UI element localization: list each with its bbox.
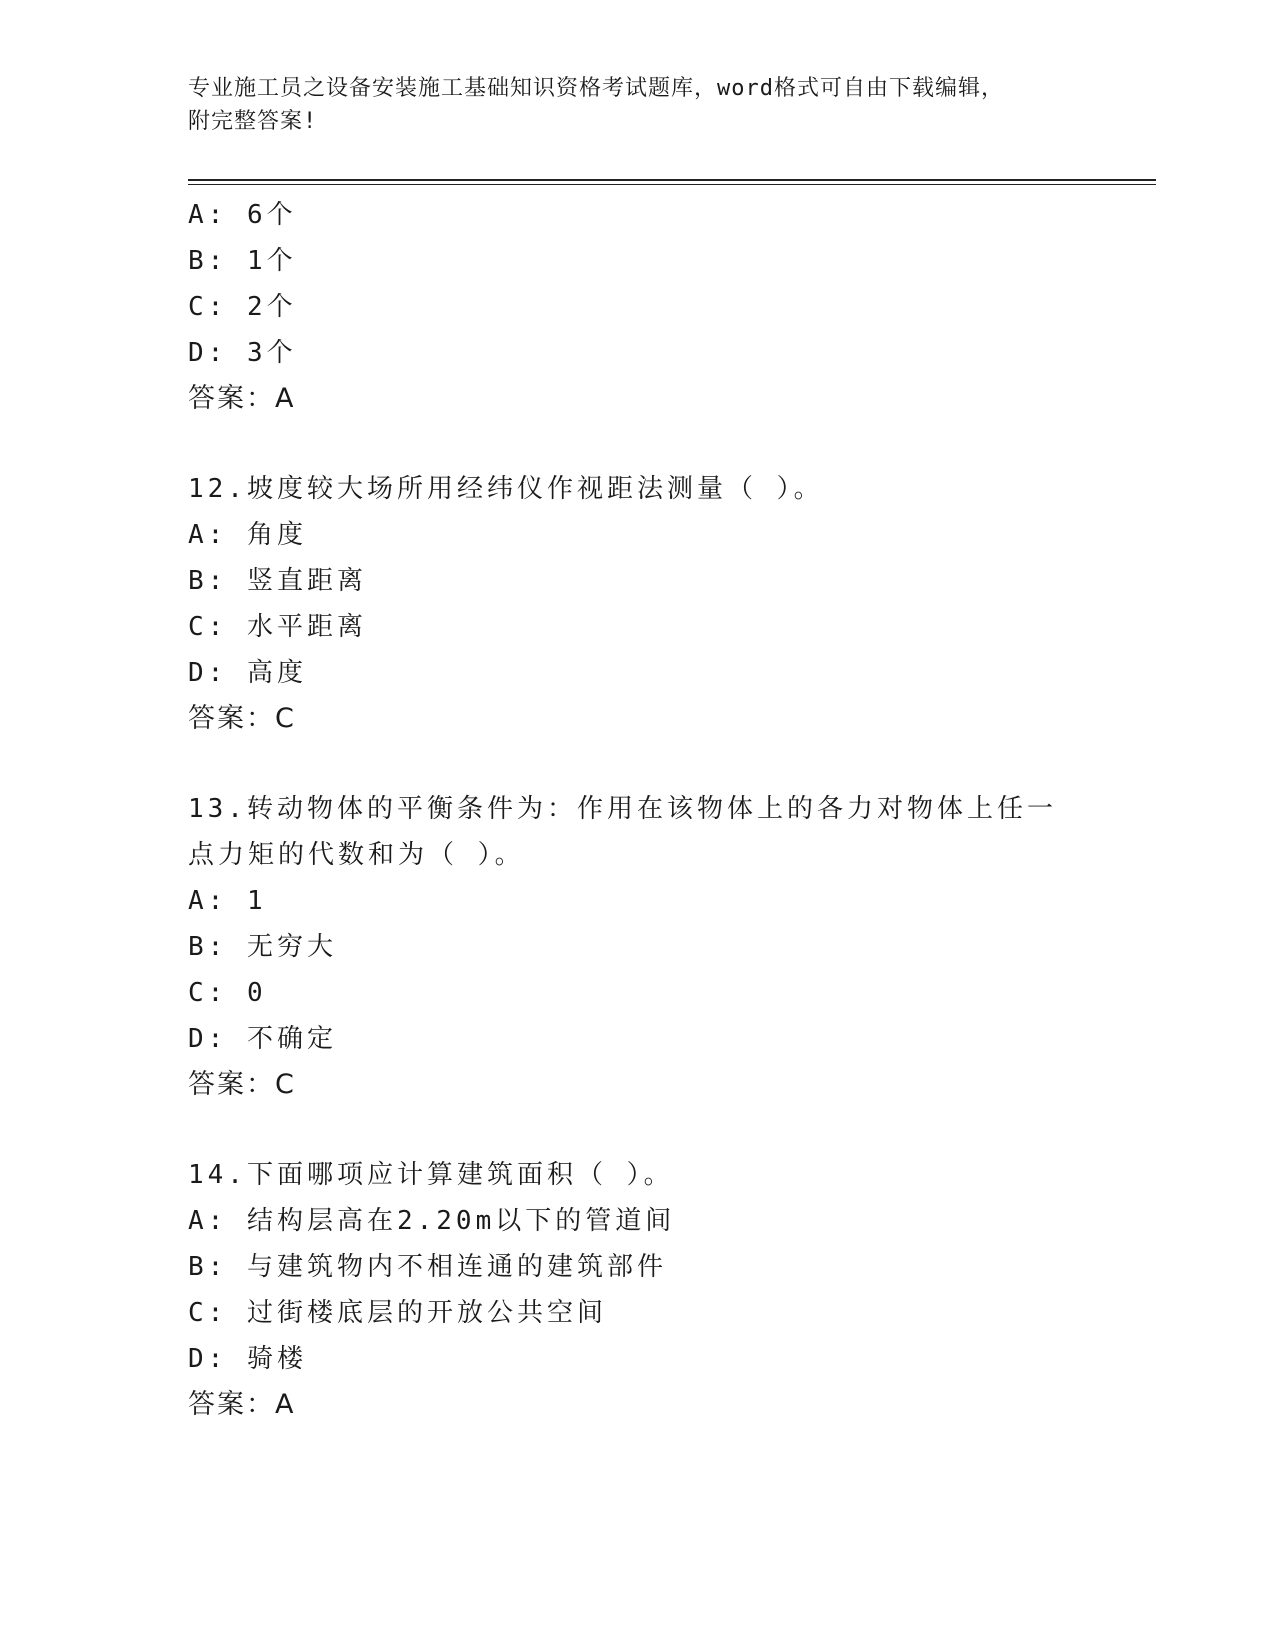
answer-line: 答案：A bbox=[188, 1389, 296, 1420]
header-title-line-1: 专业施工员之设备安装施工基础知识资格考试题库，word格式可自由下载编辑， bbox=[188, 76, 1004, 101]
option-c: C: 水平距离 bbox=[188, 612, 367, 642]
option-a: A: 结构层高在2.20m以下的管道间 bbox=[188, 1206, 676, 1236]
answer-line: 答案：A bbox=[188, 383, 296, 414]
question-text: 13.转动物体的平衡条件为：作用在该物体上的各力对物体上任一点力矩的代数和为（ ）。 bbox=[188, 794, 1057, 870]
header-divider-thin bbox=[188, 184, 1156, 185]
question-list bbox=[188, 192, 1088, 1428]
option-d: D: 骑楼 bbox=[188, 1344, 307, 1374]
option-c: C: 过街楼底层的开放公共空间 bbox=[188, 1298, 607, 1328]
option-b: B: 1个 bbox=[188, 246, 297, 276]
answer-line: 答案：C bbox=[188, 703, 296, 734]
option-a: A: 6个 bbox=[188, 200, 297, 230]
option-c: C: 2个 bbox=[188, 292, 297, 322]
option-b: B: 与建筑物内不相连通的建筑部件 bbox=[188, 1252, 667, 1282]
question-block bbox=[188, 466, 1088, 742]
option-b: B: 竖直距离 bbox=[188, 566, 367, 596]
option-d: D: 高度 bbox=[188, 658, 307, 688]
question-block bbox=[188, 192, 1088, 422]
option-c: C: 0 bbox=[188, 978, 267, 1008]
option-a: A: 1 bbox=[188, 886, 267, 916]
question-text: 14.下面哪项应计算建筑面积（ ）。 bbox=[188, 1160, 674, 1190]
question-block bbox=[188, 786, 1088, 1108]
option-d: D: 不确定 bbox=[188, 1024, 337, 1054]
question-block bbox=[188, 1152, 1088, 1428]
option-b: B: 无穷大 bbox=[188, 932, 337, 962]
option-a: A: 角度 bbox=[188, 520, 307, 550]
question-text: 12.坡度较大场所用经纬仪作视距法测量（ ）。 bbox=[188, 474, 824, 504]
answer-line: 答案：C bbox=[188, 1069, 296, 1100]
page-header bbox=[188, 72, 1088, 138]
header-divider-thick bbox=[188, 179, 1156, 181]
option-d: D: 3个 bbox=[188, 338, 297, 368]
header-title-line-2: 附完整答案! bbox=[188, 109, 318, 134]
